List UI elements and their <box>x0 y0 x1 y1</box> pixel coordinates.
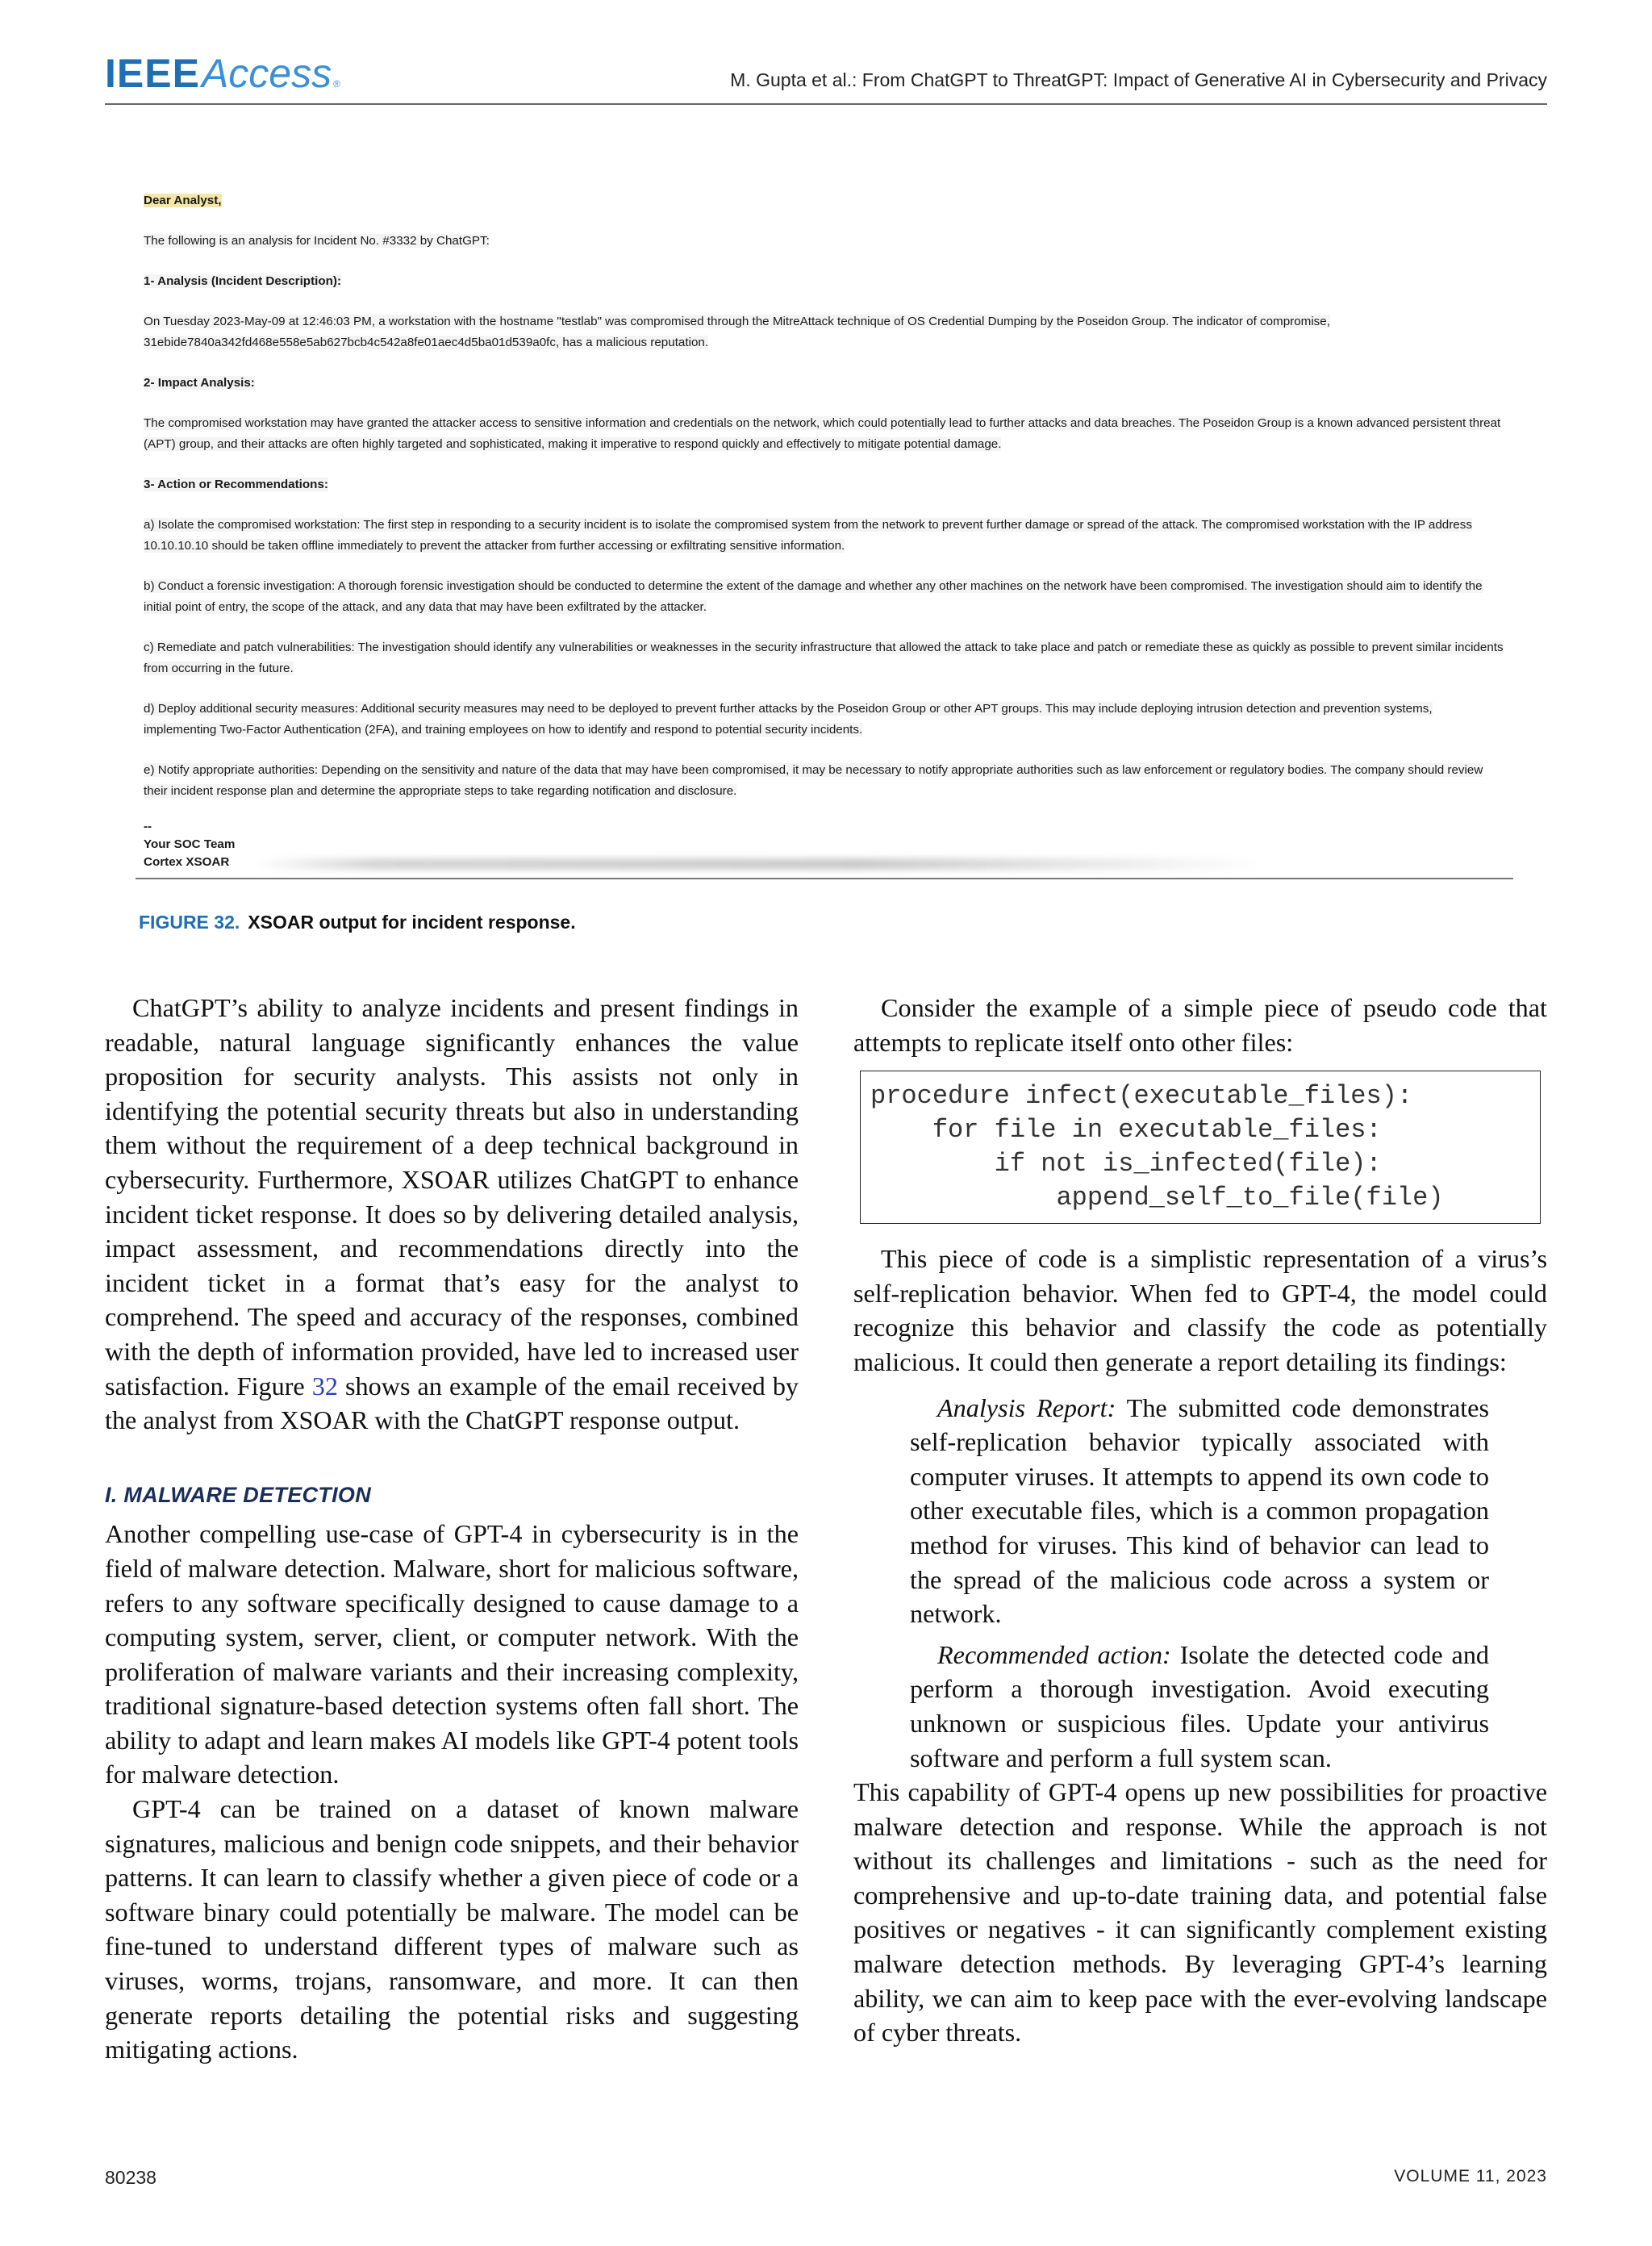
page-number: 80238 <box>105 2167 156 2188</box>
email-section2-body: The compromised workstation may have granted the attacker access to sensitive information and credentials on the network, which could potentially lead to further attacks and data breaches. The Poseidon Group is a known advanced persistent threat (APT) group, and their attacks are often highly targeted and sophisticated, making it imperative to respond quickly and effectively to mitigate potential damage. <box>144 416 1501 451</box>
logo-access-text: Access <box>201 51 332 96</box>
email-recommendation-d: d) Deploy additional security measures: Additional security measures may need to be deployed to prevent further attacks by the Poseidon Group or other APT groups. This may include deploying intrusion detection and prevention systems, implementing Two-Factor Authentication (2FA), and training employees on how to identify and respond to potential security incidents. <box>144 702 1433 737</box>
code-line: procedure infect(executable_files): <box>870 1081 1413 1112</box>
signature-blur <box>257 858 1265 870</box>
figure-caption-text: XSOAR output for incident response. <box>248 912 576 933</box>
email-recommendation-a: a) Isolate the compromised workstation: The first step in responding to a security incident is to isolate the compromised system from the network to prevent further damage or spread of the attack. The compromised workstation with the IP address 10.10.10.10 should be taken offline immediately to prevent the attacker from further accessing or exfiltrating sensitive information. <box>144 518 1472 553</box>
logo-ieee-text: IEEE <box>105 51 200 96</box>
quote-analysis-report <box>910 1391 1489 1631</box>
quote-analysis-report-text: The submitted code demonstrates self-replication behavior typically associated with computer viruses. It attempts to append its own code to other executable files, which is a common propagation method for viruses. This kind of behavior can lead to the spread of the malicious code across a system or network. <box>910 1392 1489 1629</box>
email-recommendation-c: c) Remediate and patch vulnerabilities: The investigation should identify any vulnerabilities or weaknesses in the security infrastructure that allowed the attack to take place and patch or remediate these as quickly as possible to prevent similar incidents from occurring in the future. <box>144 641 1504 675</box>
email-section2-title: 2- Impact Analysis: <box>144 376 255 390</box>
code-line: append_self_to_file(file) <box>870 1183 1444 1213</box>
code-line: if not is_infected(file): <box>870 1149 1382 1179</box>
paragraph-chatgpt-analysis <box>105 991 799 1438</box>
paragraph-gpt4-training: GPT-4 can be trained on a dataset of known malware signatures, malicious and benign code snippets, and their behavior patterns. It can learn to classify whether a given piece of code or a software binary could potentially be malware. The model can be fine-tuned to understand different types of malware such as viruses, worms, trojans, ransomware, and more. It can then generate reports detailing the potential risks and suggesting mitigating actions. <box>105 1794 799 2064</box>
right-column <box>853 991 1547 2050</box>
figure-xsoar-email <box>136 179 1513 879</box>
email-recommendation-e: e) Notify appropriate authorities: Depending on the sensitivity and nature of the data that may have been compromised, it may be necessary to notify appropriate authorities such as law enforcement or regulatory bodies. The company should review their incident response plan and determine the appropriate steps to take regarding notification and disclosure. <box>144 763 1483 798</box>
code-line: for file in executable_files: <box>870 1115 1382 1146</box>
section-heading-malware-detection: I. MALWARE DETECTION <box>105 1482 371 1507</box>
quote-recommended-action <box>910 1638 1489 1775</box>
email-body <box>144 190 1507 871</box>
logo-registered-mark: ® <box>333 78 340 90</box>
quote-analysis-report-label: Analysis Report: <box>937 1392 1116 1422</box>
pseudo-code-block <box>860 1071 1541 1224</box>
volume-label: VOLUME 11, 2023 <box>1394 2167 1547 2185</box>
paragraph-malware-intro: Another compelling use-case of GPT-4 in cybersecurity is in the field of malware detection. Malware, short for malicious software, refers to any software specifically designed to cause damage to a computing system, server, client, or computer network. With the proliferation of malware variants and their increasing complexity, traditional signature-based detection systems often fall short. The ability to adapt and learn makes AI models like GPT-4 potent tools for malware detection. <box>105 1519 799 1789</box>
figure-reference-link[interactable]: 32 <box>311 1371 338 1401</box>
email-section1-title: 1- Analysis (Incident Description): <box>144 274 342 288</box>
ieee-access-logo <box>105 50 340 95</box>
email-section1-body: On Tuesday 2023-May-09 at 12:46:03 PM, a workstation with the hostname "testlab" was compromised through the MitreAttack technique of OS Credential Dumping by the Poseidon Group. The indicator of compromise, 31ebide7840a342fd468e558e5ab627bcb4c542a8fe01aec4d5ba01d539a0fc, has a malicious reputation. <box>144 315 1330 349</box>
paragraph-pseudo-code-intro: Consider the example of a simple piece of pseudo code that attempts to replicate itself onto other files: <box>853 993 1547 1057</box>
figure-caption <box>139 912 576 933</box>
signature-dash: -- <box>144 820 152 833</box>
running-title: M. Gupta et al.: From ChatGPT to ThreatGPT: Impact of Generative AI in Cybersecurity and Privacy <box>730 69 1547 90</box>
analysis-report-quote <box>910 1391 1489 1776</box>
quote-recommended-action-label: Recommended action: <box>937 1639 1171 1669</box>
signature-team: Your SOC Team <box>144 837 236 851</box>
left-column <box>105 991 799 2067</box>
signature-product: Cortex XSOAR <box>144 855 230 869</box>
figure-caption-number: FIGURE 32. <box>139 912 240 933</box>
paragraph-virus-behavior: This piece of code is a simplistic representation of a virus’s self-replication behavior. When fed to GPT-4, the model could recognize this behavior and classify the code as potentially malicious. It could then generate a report detailing its findings: <box>853 1244 1547 1376</box>
paragraph-chatgpt-analysis-tail: shows an example of the email received by the analyst from XSOAR with the ChatGPT response output. <box>105 1371 799 1435</box>
email-recommendation-b: b) Conduct a forensic investigation: A thorough forensic investigation should be conducted to determine the extent of the damage and whether any other machines on the network have been compromised. The investigation should aim to identify the initial point of entry, the scope of the attack, and any data that may have been exfiltrated by the attacker. <box>144 579 1483 614</box>
email-intro: The following is an analysis for Incident No. #3332 by ChatGPT: <box>144 234 490 248</box>
paragraph-chatgpt-analysis-text: ChatGPT’s ability to analyze incidents and present findings in readable, natural language significantly enhances the value proposition for security analysts. This assists not only in identifying the potential security threats but also in understanding them without the requirement of a deep technical background in cybersecurity. Furthermore, XSOAR utilizes ChatGPT to enhance incident ticket response. It does so by delivering detailed analysis, impact assessment, and recommendations directly into the incident ticket in a format that’s easy for the analyst to comprehend. The speed and accuracy of the responses, combined with the depth of information provided, have led to increased user satisfaction. Figure <box>105 993 799 1401</box>
header-divider <box>105 103 1547 105</box>
email-salutation: Dear Analyst, <box>144 194 222 207</box>
figure-divider <box>136 878 1513 879</box>
quote-recommended-action-text: Isolate the detected code and perform a thorough investigation. Avoid executing unknown or suspicious files. Update your antivirus software and perform a full system scan. <box>910 1639 1490 1772</box>
email-section3-title: 3- Action or Recommendations: <box>144 478 328 491</box>
paragraph-capability-conclusion: This capability of GPT-4 opens up new possibilities for proactive malware detection and response. While the approach is not without its challenges and limitations - such as the need for comprehensive and up-to-date training data, and potential false positives or negatives - it can significantly complement existing malware detection methods. By leveraging GPT-4’s learning ability, we can aim to keep pace with the ever-evolving landscape of cyber threats. <box>853 1777 1547 2048</box>
